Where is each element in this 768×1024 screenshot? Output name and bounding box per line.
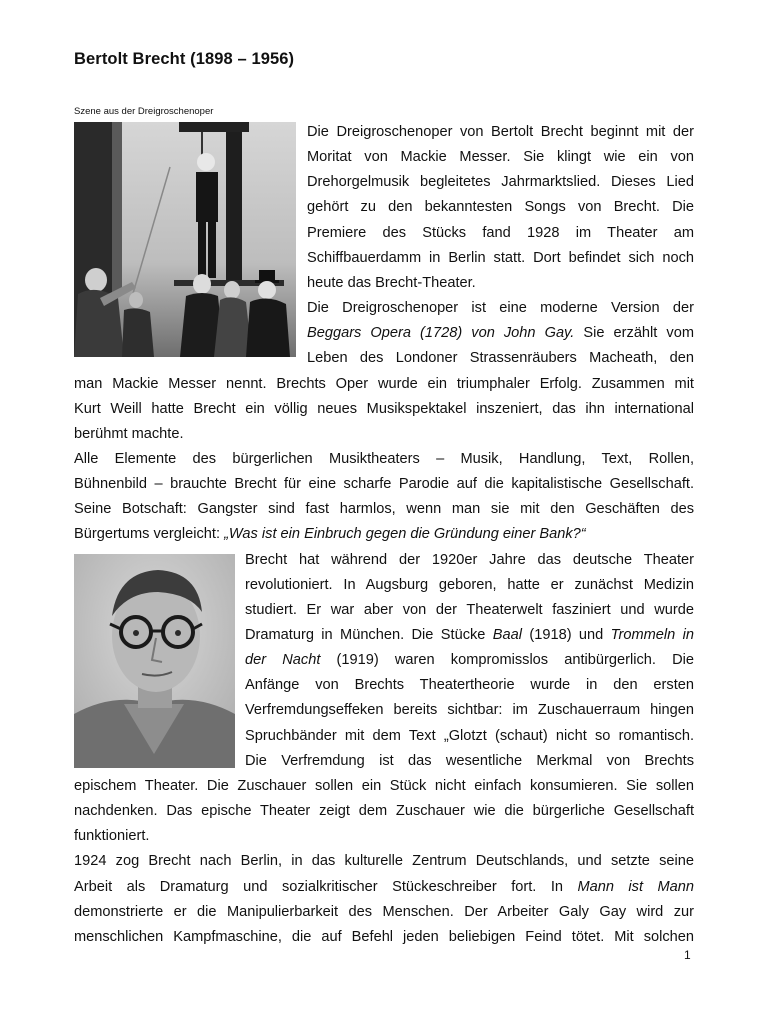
text-segment: studiert. Er war aber von der Theaterwelt fasziniert und wurde xyxy=(245,601,694,618)
text-segment: Seine Botschaft: Gangster sind fast harmlos, wenn man sie mit den Geschäften des xyxy=(74,501,694,518)
text-line xyxy=(307,120,694,145)
text-line xyxy=(245,548,694,573)
text-segment: (1919) waren kompromisslos antibürgerlich. Die xyxy=(320,652,694,669)
stage-scene-photo xyxy=(74,122,296,357)
text-segment: funktioniert. xyxy=(74,828,150,845)
text-line xyxy=(307,296,694,321)
text-segment: Dramaturg in München. Die Stücke xyxy=(245,627,493,643)
document-title: Bertolt Brecht (1898 – 1956) xyxy=(74,50,295,68)
text-segment: (1918) und xyxy=(522,627,611,643)
italic-text: der Nacht xyxy=(245,652,321,669)
text-line xyxy=(307,145,694,170)
text-line xyxy=(74,849,694,874)
text-line xyxy=(245,749,694,774)
text-line xyxy=(307,221,694,246)
text-line xyxy=(74,900,694,925)
text-line xyxy=(245,598,694,623)
text-segment: Drehorgelmusik begleitetes Jahrmarktslied. Dieses Lied xyxy=(307,174,694,191)
text-segment: berühmt machte. xyxy=(74,425,184,442)
photo-caption: Szene aus der Dreigroschenoper xyxy=(74,106,214,117)
text-segment: Kurt Weill hatte Brecht ein völlig neues Musikspektakel inszeniert, das ihn international xyxy=(74,400,694,417)
text-segment: Schiffbauerdamm in Berlin statt. Dort befindet sich noch xyxy=(307,249,694,266)
italic-text: „Was ist ein Einbruch gegen die Gründung einer Bank?“ xyxy=(224,526,586,543)
text-segment: Arbeit als Dramaturg und sozialkritischer Stückeschreiber fort. In xyxy=(74,878,578,895)
text-segment: nachdenken. Das epische Theater zeigt dem Zuschauer wie die bürgerliche Gesellschaft xyxy=(74,803,694,820)
text-line xyxy=(74,522,694,547)
text-segment: Brecht hat während der 1920er Jahre das deutsche Theater xyxy=(245,551,694,568)
text-segment: menschlichen Kampfmaschine, die auf Befehl jeden beliebigen Feind tötet. Mit solchen xyxy=(74,928,694,945)
text-line xyxy=(307,170,694,195)
text-line xyxy=(74,372,694,397)
text-segment: Moritat von Mackie Messer. Sie klingt wie ein von xyxy=(307,149,694,166)
text-line xyxy=(74,774,694,799)
text-segment: Bürgertums vergleicht: xyxy=(74,526,225,543)
text-line xyxy=(74,422,694,447)
text-segment: Leben des Londoner Strassenräubers Macheath, den xyxy=(307,350,694,367)
text-segment: Bühnenbild – brauchte Brecht für eine scharfe Parodie auf die kapitalistische Gesellschaft. xyxy=(74,476,694,493)
text-line xyxy=(307,246,694,271)
page-number: 1 xyxy=(684,948,691,962)
text-segment: Alle Elemente des bürgerlichen Musiktheaters – Musik, Handlung, Text, Rollen, xyxy=(74,450,694,467)
text-segment: man Mackie Messer nennt. Brechts Oper wurde ein triumphaler Erfolg. Zusammen mit xyxy=(74,375,694,392)
text-segment: epischem Theater. Die Zuschauer sollen ein Stück nicht einfach konsumieren. Sie sollen xyxy=(74,777,694,794)
text-segment: Sie erzählt vom xyxy=(574,325,694,342)
text-line xyxy=(245,724,694,749)
text-segment: Verfremdungseffeken bereits sichtbar: im Zuschauerraum hingen xyxy=(245,702,694,719)
text-line xyxy=(74,799,694,824)
text-segment: Die Dreigroschenoper von Bertolt Brecht beginnt mit der xyxy=(307,124,694,140)
text-line xyxy=(307,271,694,296)
text-line xyxy=(245,673,694,698)
text-line xyxy=(74,497,694,522)
text-line xyxy=(245,573,694,598)
italic-text: Mann ist Mann xyxy=(577,878,694,895)
text-segment: Premiere des Stücks fand 1928 im Theater am xyxy=(307,224,694,241)
text-line xyxy=(74,824,694,849)
text-line xyxy=(74,925,694,950)
text-segment: gehört zu den bekanntesten Songs von Brecht. Die xyxy=(307,199,694,216)
text-line xyxy=(307,195,694,220)
text-segment: demonstrierte er die Manipulierbarkeit des Menschen. Der Arbeiter Galy Gay wird zur xyxy=(74,903,694,920)
text-line xyxy=(245,648,694,673)
text-segment: heute das Brecht-Theater. xyxy=(307,274,476,291)
italic-text: Beggars Opera (1728) von John Gay. xyxy=(307,325,575,342)
text-line xyxy=(74,397,694,422)
brecht-portrait-photo xyxy=(74,554,235,768)
text-line xyxy=(74,472,694,497)
text-segment: 1924 zog Brecht nach Berlin, in das kulturelle Zentrum Deutschlands, und setzte seine xyxy=(74,853,694,870)
text-segment: Die Dreigroschenoper ist eine moderne Version der xyxy=(307,300,694,317)
text-line xyxy=(74,447,694,472)
text-line xyxy=(74,875,694,900)
text-line xyxy=(307,346,694,371)
text-segment: revolutioniert. In Augsburg geboren, hatte er zunächst Medizin xyxy=(245,576,694,593)
text-segment: Spruchbänder mit dem Text „Glotzt (schaut) nicht so romantisch. xyxy=(245,727,694,744)
text-segment: Anfänge von Brechts Theatertheorie wurde in den ersten xyxy=(245,677,694,694)
text-line xyxy=(245,623,694,648)
text-segment: Die Verfremdung ist das wesentliche Merkmal von Brechts xyxy=(245,752,694,769)
italic-text: Baal xyxy=(492,627,522,643)
italic-text: Trommeln in xyxy=(610,627,695,643)
text-line xyxy=(307,321,694,346)
text-line xyxy=(245,698,694,723)
